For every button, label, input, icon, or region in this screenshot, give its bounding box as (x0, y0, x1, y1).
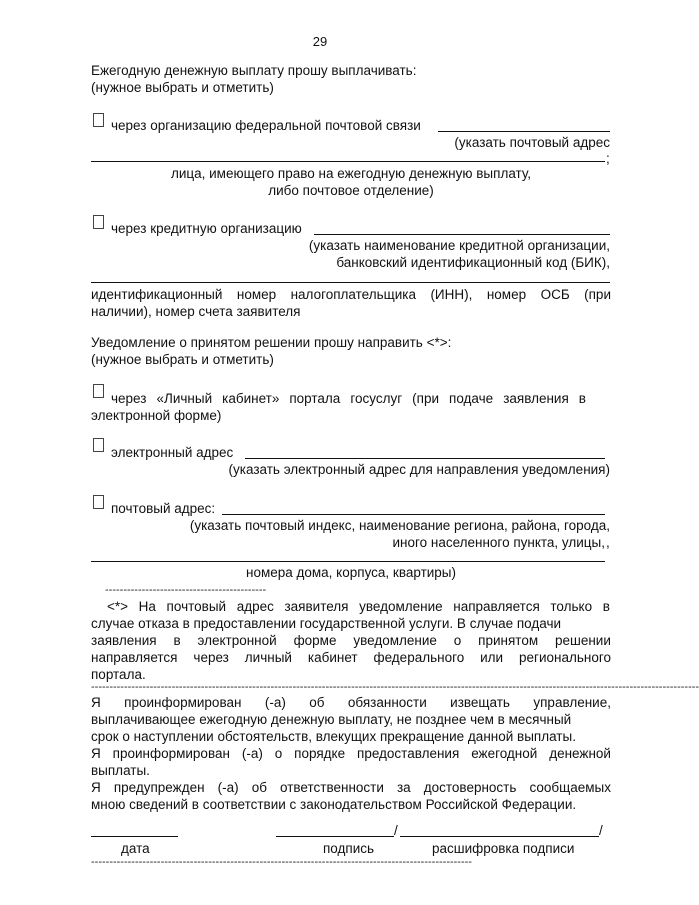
obligations-line-1 (91, 694, 611, 711)
obligations-separator: ---------------------------------------------------------------------------------------------------------------------------------------------------------------------- (91, 681, 699, 693)
text-word: управление, (533, 695, 611, 710)
text-word: извещать (450, 695, 510, 710)
decode-field-line[interactable] (400, 836, 599, 837)
text-word: электронной (197, 633, 277, 648)
text-word: (-а) (241, 746, 263, 761)
text-word: портала (289, 391, 341, 406)
text-word: ответственности (280, 780, 384, 795)
text-word: через (193, 650, 229, 665)
email-field-line[interactable] (245, 458, 605, 459)
text-word: проинформирован (124, 695, 242, 710)
payment-intro: Ежегодную денежную выплату прошу выплачивать: (91, 63, 417, 78)
text-word: Я (91, 695, 101, 710)
footnote-separator: -------------------------------------------- (105, 584, 267, 596)
text-word: налогоплательщика (290, 287, 416, 302)
text-word: сообщаемых (529, 780, 611, 795)
text-word: почтовый (166, 599, 227, 614)
text-word: номер (486, 287, 527, 302)
postal-semicolon: ; (606, 151, 610, 166)
text-word: номер (236, 287, 277, 302)
obligations-line-4 (91, 745, 611, 762)
text-word: идентификационный (91, 287, 223, 302)
credit-option-label: через кредитную организацию (111, 221, 302, 236)
text-word: кабинет» (222, 391, 280, 406)
post-hint-2: иного населенного пункта, улицы, (392, 535, 605, 550)
inn-line-2: наличии), номер счета заявителя (91, 304, 301, 319)
text-word: <*> (107, 599, 129, 614)
text-word: о (453, 633, 462, 648)
postal-checkbox[interactable] (93, 113, 104, 127)
inn-line-1 (91, 286, 611, 303)
date-field-line[interactable] (91, 836, 178, 837)
text-word: форме (293, 633, 337, 648)
sign-label: подпись (323, 841, 375, 856)
text-word: (-а) (217, 780, 239, 795)
text-word: ежегодной (471, 746, 538, 761)
credit-hint-1: (указать наименование кредитной организации, (308, 238, 610, 253)
date-label: дата (121, 841, 150, 856)
text-word: в (578, 391, 586, 406)
signature-slash-2: / (599, 823, 603, 838)
post-comma: , (606, 535, 610, 550)
text-word: адрес (236, 599, 274, 614)
text-word: через (111, 391, 147, 406)
text-word: (при (412, 391, 440, 406)
text-word: решении (555, 633, 611, 648)
post-label: почтовый адрес: (111, 501, 216, 516)
postal-hint-2: лица, имеющего право на ежегодную денежную выплату, (170, 166, 532, 181)
obligations-line-5: выплаты. (91, 763, 150, 778)
email-label: электронный адрес (111, 445, 234, 460)
postal-address-line[interactable] (91, 161, 605, 162)
text-word: заявления (91, 633, 157, 648)
post-field-line[interactable] (222, 514, 605, 515)
email-hint: (указать электронный адрес для направления уведомления) (228, 462, 610, 477)
text-word: направляется (453, 599, 540, 614)
email-checkbox[interactable] (93, 438, 104, 452)
text-word: предупрежден (113, 780, 205, 795)
postal-hint-3: либо почтовое отделение) (268, 183, 434, 198)
text-word: об (309, 695, 325, 710)
text-word: порядке (294, 746, 346, 761)
text-word: (-а) (264, 695, 286, 710)
signature-field-line[interactable] (276, 836, 394, 837)
text-word: направляется (91, 650, 178, 665)
post-hint-1: (указать почтовый индекс, наименование региона, района, города, (189, 518, 610, 533)
obligations-line-6 (91, 779, 611, 796)
decode-label: расшифровка подписи (432, 841, 575, 856)
footnote-line-1 (107, 598, 610, 615)
text-word: достоверность (423, 780, 517, 795)
notification-intro: Уведомление о принятом решении прошу направить <*>: (91, 335, 452, 350)
obligations-line-3: срок о наступлении обстоятельств, влекущих прекращение данной выплаты. (91, 729, 576, 744)
text-word: уведомление (359, 599, 443, 614)
text-word: регионального (519, 650, 611, 665)
text-word: На (138, 599, 156, 614)
text-word: предоставления (357, 746, 460, 761)
notification-hint: (нужное выбрать и отметить) (91, 352, 274, 367)
cabinet-checkbox[interactable] (93, 384, 104, 398)
page-number: 29 (312, 34, 328, 49)
text-word: Я (91, 746, 101, 761)
text-word: ОСБ (540, 287, 570, 302)
text-word: «Личный (156, 391, 213, 406)
credit-field-line[interactable] (314, 234, 610, 235)
text-word: заявления (503, 391, 569, 406)
text-word: госуслуг (350, 391, 403, 406)
text-word: проинформирован (112, 746, 230, 761)
credit-details-line[interactable] (91, 282, 610, 283)
cabinet-line-1 (111, 390, 586, 407)
text-word: денежной (549, 746, 611, 761)
postal-hint-1: (указать почтовый адрес (454, 135, 610, 150)
bottom-separator: -------------------------------------------------------------------------------------------------------- (91, 856, 472, 868)
text-word: заявителя (284, 599, 349, 614)
cabinet-line-2: электронной форме) (91, 408, 222, 423)
text-word: обязанности (347, 695, 427, 710)
text-word: уведомление (353, 633, 437, 648)
credit-checkbox[interactable] (93, 215, 104, 229)
text-word: только (550, 599, 593, 614)
post-address-line[interactable] (91, 561, 605, 562)
text-word: (ИНН), (430, 287, 473, 302)
footnote-line-3 (91, 632, 611, 649)
text-word: за (396, 780, 411, 795)
signature-slash-1: / (394, 823, 398, 838)
text-word: личный (244, 650, 292, 665)
obligations-line-2: выплачивающее ежегодную денежную выплату, не позднее чем в месячный (91, 712, 572, 727)
postal-field-line[interactable] (438, 131, 610, 132)
text-word: федерального (373, 650, 465, 665)
postal-option-label: через организацию федеральной почтовой связи (111, 118, 421, 133)
payment-hint: (нужное выбрать и отметить) (91, 80, 274, 95)
footnote-line-5: портала. (91, 667, 146, 682)
footnote-line-4 (91, 649, 611, 666)
text-word: в (173, 633, 181, 648)
text-word: (при (584, 287, 611, 302)
post-checkbox[interactable] (93, 495, 104, 509)
text-word: об (251, 780, 267, 795)
post-hint-3: номера дома, корпуса, квартиры) (245, 565, 456, 580)
text-word: подаче (449, 391, 494, 406)
text-word: о (274, 746, 283, 761)
credit-hint-2: банковский идентификационный код (БИК), (336, 255, 610, 270)
obligations-line-7: мною сведений в соответствии с законодательством Российской Федерации. (91, 797, 577, 812)
text-word: принятом (478, 633, 539, 648)
text-word: в (602, 599, 610, 614)
text-word: Я (91, 780, 101, 795)
footnote-line-2: случае отказа в предоставлении государственной услуги. В случае подачи (91, 616, 562, 631)
text-word: кабинет (307, 650, 358, 665)
text-word: или (480, 650, 504, 665)
